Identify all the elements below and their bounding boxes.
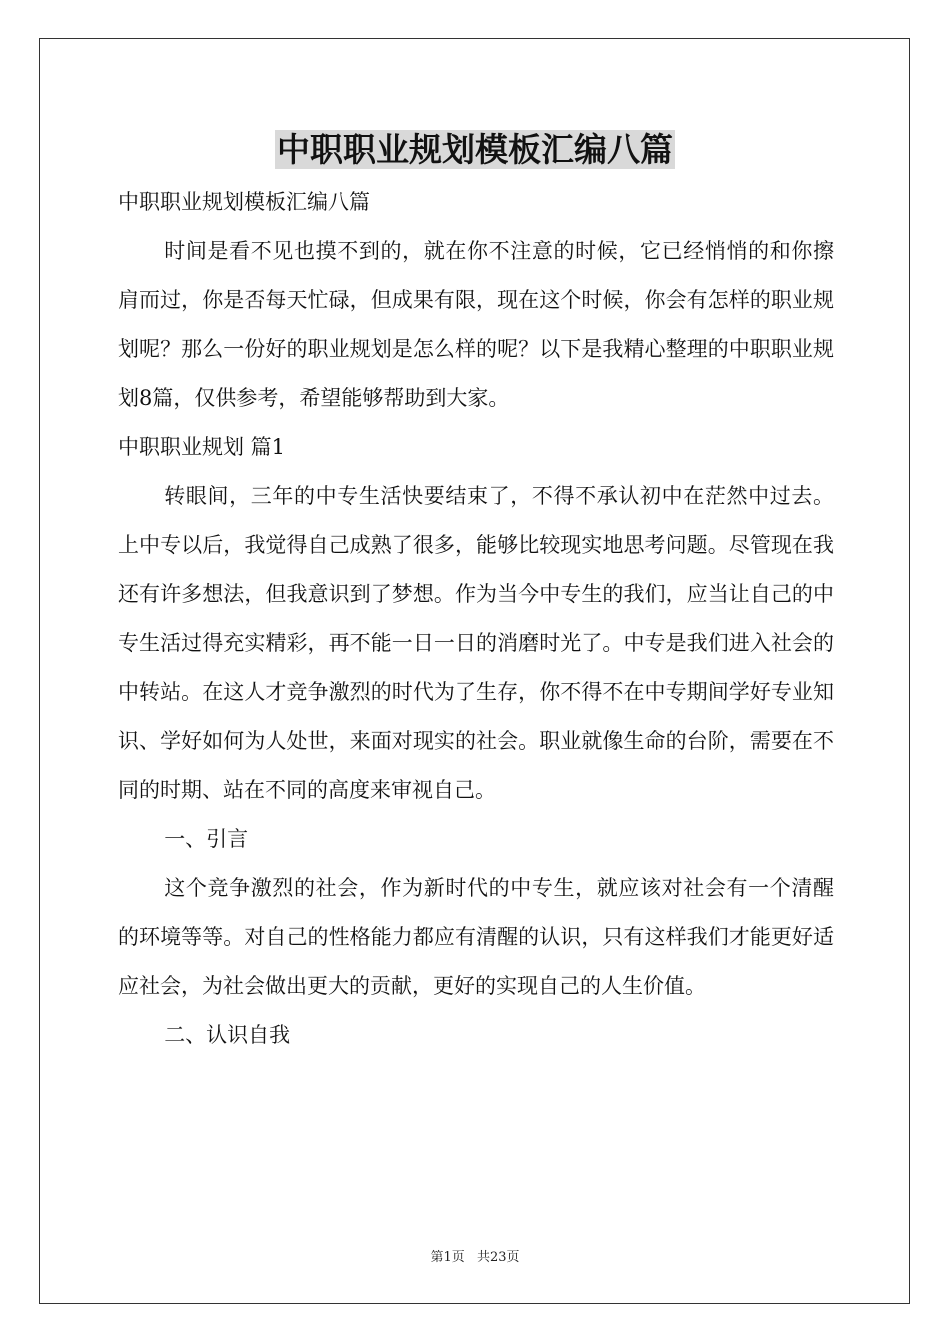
- paragraph-body-1: 转眼间，三年的中专生活快要结束了，不得不承认初中在茫然中过去。上中专以后，我觉得自己成熟了很多，能够比较现实地思考问题。尽管现在我还有许多想法，但我意识到了梦想。作为当今中专生的我们，应当让自己的中专生活过得充实精彩，再不能一日一日的消磨时光了。中专是我们进入社会的中转站。在这人才竞争激烈的时代为了生存，你不得不在中专期间学好专业知识、学好如何为人处世，来面对现实的社会。职业就像生命的台阶，需要在不同的时期、站在不同的高度来审视自己。: [118, 484, 834, 802]
- paragraph-body-2: 这个竞争激烈的社会，作为新时代的中专生，就应该对社会有一个清醒的环境等等。对自己的性格能力都应有清醒的认识，只有这样我们才能更好适应社会，为社会做出更大的贡献，更好的实现自己的人生价值。: [118, 876, 834, 998]
- page-number: 第1页: [430, 1250, 465, 1265]
- paragraph-subtitle: 中职职业规划模板汇编八篇: [118, 190, 370, 214]
- paragraph-intro: 时间是看不见也摸不到的，就在你不注意的时候，它已经悄悄的和你擦肩而过，你是否每天忙碌，但成果有限，现在这个时候，你会有怎样的职业规划呢？那么一份好的职业规划是怎么样的呢？以下是我精心整理的中职职业规划8篇，仅供参考，希望能够帮助到大家。: [118, 239, 834, 410]
- document-body: [118, 178, 834, 1060]
- page-footer: [0, 1246, 950, 1265]
- document-title: [0, 128, 950, 172]
- heading-introduction: 一、引言: [164, 827, 249, 851]
- heading-self-knowledge: 二、认识自我: [164, 1023, 291, 1047]
- page-total: 共23页: [476, 1250, 520, 1265]
- section-heading-1: 中职职业规划 篇1: [118, 435, 286, 459]
- document-title-text: 中职职业规划模板汇编八篇: [277, 130, 673, 169]
